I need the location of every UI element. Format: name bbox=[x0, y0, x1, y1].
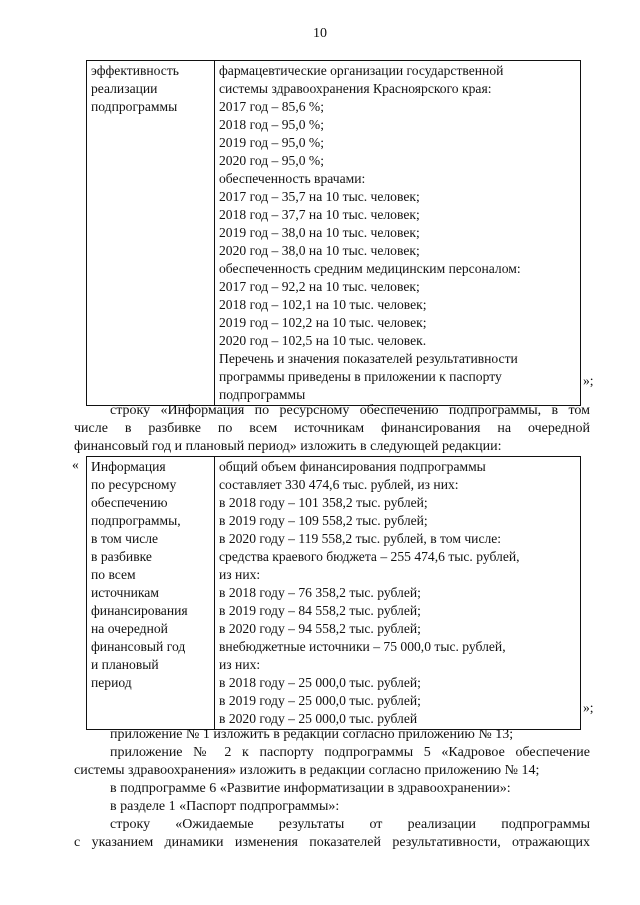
value-line: в 2020 году – 94 558,2 тыс. рублей; bbox=[219, 621, 421, 636]
value-line: подпрограммы bbox=[219, 387, 306, 402]
value-line: в 2019 году – 84 558,2 тыс. рублей; bbox=[219, 603, 421, 618]
value-line: фармацевтические организации государственной bbox=[219, 63, 504, 78]
value-line: 2020 год – 38,0 на 10 тыс. человек; bbox=[219, 243, 420, 258]
label-line: эффективность bbox=[91, 63, 179, 78]
value-line: программы приведены в приложении к паспорту bbox=[219, 369, 502, 384]
value-line: Перечень и значения показателей результативности bbox=[219, 351, 518, 366]
paragraph-line: приложение № 2 к паспорту подпрограммы 5 «Кадровое обеспечение bbox=[110, 745, 590, 760]
value-line: 2017 год – 35,7 на 10 тыс. человек; bbox=[219, 189, 420, 204]
value-line: общий объем финансирования подпрограммы bbox=[219, 459, 486, 474]
label-line: и плановый bbox=[91, 657, 159, 672]
value-line: в 2019 году – 25 000,0 тыс. рублей; bbox=[219, 693, 421, 708]
value-line: 2017 год – 85,6 %; bbox=[219, 99, 325, 114]
value-line: 2019 год – 95,0 %; bbox=[219, 135, 325, 150]
results-table bbox=[86, 60, 581, 406]
paragraph-line: строку «Ожидаемые результаты от реализации подпрограммы bbox=[110, 817, 590, 832]
label-line: подпрограммы bbox=[91, 99, 178, 114]
label-line: на очередной bbox=[91, 621, 168, 636]
value-line: 2017 год – 92,2 на 10 тыс. человек; bbox=[219, 279, 420, 294]
paragraph-line: с указанием динамики изменения показателей результативности, отражающих bbox=[74, 835, 590, 850]
subprogram6-line: в подпрограмме 6 «Развитие информатизации в здравоохранении»: bbox=[110, 781, 511, 796]
value-line: в 2020 году – 119 558,2 тыс. рублей, в том числе: bbox=[219, 531, 502, 546]
expected-results-paragraph bbox=[74, 816, 590, 852]
value-line: из них: bbox=[219, 567, 261, 582]
value-line: в 2018 году – 101 358,2 тыс. рублей; bbox=[219, 495, 428, 510]
paragraph-line: числе в разбивке по всем источникам финансирования на очередной bbox=[74, 421, 590, 436]
label-line: финансовый год bbox=[91, 639, 186, 654]
results-table-label-cell bbox=[87, 61, 215, 406]
value-line: 2020 год – 102,5 на 10 тыс. человек. bbox=[219, 333, 427, 348]
label-line: финансирования bbox=[91, 603, 188, 618]
funding-table-value-cell bbox=[215, 457, 581, 730]
label-line: в разбивке bbox=[91, 549, 152, 564]
instruction-paragraph bbox=[74, 402, 590, 456]
paragraph-line: системы здравоохранения» изложить в редакции согласно приложению № 14; bbox=[74, 763, 540, 778]
value-line: в 2018 году – 25 000,0 тыс. рублей; bbox=[219, 675, 421, 690]
value-line: 2020 год – 95,0 %; bbox=[219, 153, 325, 168]
annex2-paragraph bbox=[74, 744, 590, 780]
results-table-value-cell bbox=[215, 61, 581, 406]
label-line: реализации bbox=[91, 81, 158, 96]
label-line: в том числе bbox=[91, 531, 159, 546]
closing-quote-mark: »; bbox=[583, 373, 594, 388]
value-line: системы здравоохранения Красноярского края: bbox=[219, 81, 492, 96]
funding-table-label-cell bbox=[87, 457, 215, 730]
page-number: 10 bbox=[313, 26, 327, 41]
label-line: источникам bbox=[91, 585, 159, 600]
value-line: 2018 год – 95,0 %; bbox=[219, 117, 325, 132]
paragraph-line: финансовый год и плановый период» изложить в следующей редакции: bbox=[74, 439, 502, 454]
value-line: в 2020 году – 25 000,0 тыс. рублей bbox=[219, 711, 418, 726]
label-line: период bbox=[91, 675, 132, 690]
value-line: внебюджетные источники – 75 000,0 тыс. рублей, bbox=[219, 639, 506, 654]
value-line: средства краевого бюджета – 255 474,6 тыс. рублей, bbox=[219, 549, 520, 564]
value-line: составляет 330 474,6 тыс. рублей, из них: bbox=[219, 477, 459, 492]
value-line: в 2018 году – 76 358,2 тыс. рублей; bbox=[219, 585, 421, 600]
annex1-line: приложение № 1 изложить в редакции согласно приложению № 13; bbox=[110, 727, 514, 742]
label-line: по ресурсному bbox=[91, 477, 177, 492]
value-line: 2019 год – 38,0 на 10 тыс. человек; bbox=[219, 225, 420, 240]
label-line: по всем bbox=[91, 567, 136, 582]
value-line: обеспеченность средним медицинским персоналом: bbox=[219, 261, 521, 276]
value-line: в 2019 году – 109 558,2 тыс. рублей; bbox=[219, 513, 428, 528]
section1-line: в разделе 1 «Паспорт подпрограммы»: bbox=[110, 799, 340, 814]
value-line: 2018 год – 102,1 на 10 тыс. человек; bbox=[219, 297, 427, 312]
label-line: подпрограммы, bbox=[91, 513, 181, 528]
closing-quote-mark: »; bbox=[583, 700, 594, 715]
value-line: из них: bbox=[219, 657, 261, 672]
opening-quote-mark: « bbox=[72, 457, 79, 472]
label-line: Информация bbox=[91, 459, 166, 474]
value-line: 2019 год – 102,2 на 10 тыс. человек; bbox=[219, 315, 427, 330]
paragraph-line: строку «Информация по ресурсному обеспечению подпрограммы, в том bbox=[110, 403, 590, 418]
funding-table bbox=[86, 456, 581, 730]
value-line: обеспеченность врачами: bbox=[219, 171, 366, 186]
label-line: обеспечению bbox=[91, 495, 168, 510]
value-line: 2018 год – 37,7 на 10 тыс. человек; bbox=[219, 207, 420, 222]
